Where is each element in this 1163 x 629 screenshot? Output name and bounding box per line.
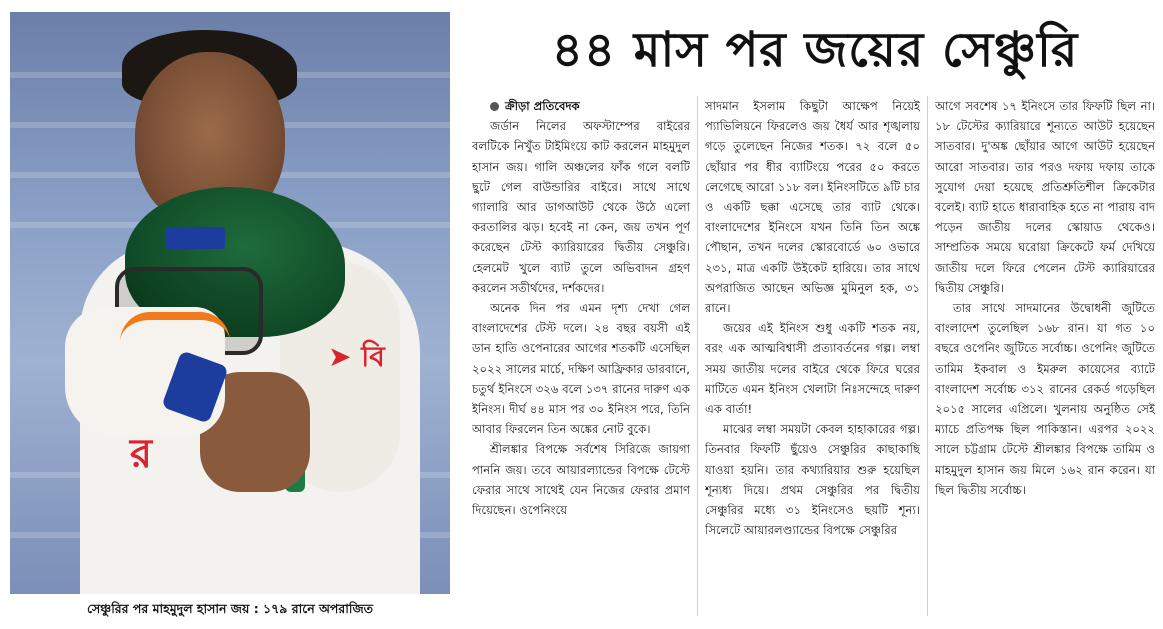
paragraph: আগে সবশেষ ১৭ ইনিংসে তার ফিফটি ছিল না। ১৮ টেস্টের ক্যারিয়ারে শূন্যতে আউট হয়েছেন সাতবার। দু'অঙ্ক ছোঁয়ার আগে আউট হয়েছেন আরো সাতবার। তার পরও দফায় দফায় তাকে সুযোগ দেয়া হয়েছে প্রতিশ্রুতিশীল ক্রিকেটার বলেই। ব্যাট হাতে ধারাবাহিক হতে না পারায় বাদ পড়েন জাতীয় দলের স্কোয়াড থেকেও। সাম্প্রতিক সময়ে ঘরোয়া ক্রিকেটে ফর্ম দেখিয়ে জাতীয় দলে ফিরে পেলেন টেস্ট ক্যারিয়ারের দ্বিতীয় সেঞ্চুরি। bbox=[935, 99, 1155, 295]
paragraph: জয়ের এই ইনিংস শুধু একটি শতক নয়, বরং এক আত্মবিশ্বাসী প্রত্যাবর্তনের গল্প। লম্বা সময় জাতীয় দলের বাইরে থেকে ফিরে ঘরের মাটিতে এমন ইনিংস খেলাটা নিঃসন্দেহে দারুণ এক বার্তা! bbox=[705, 321, 920, 417]
jersey-logo-text: ➤ বি bbox=[328, 340, 385, 373]
paragraph: জর্ডান নিলের অফস্টাম্পের বাইরের বলটিকে নিখুঁত টাইমিংয়ে কাট করলেন মাহমুদুল হাসান জয়। গালি অঞ্চলের ফাঁক গলে বলটি ছুটে গেল বাউন্ডারির বাইরে। সাথে সাথে গ্যালারি আর ডাগআউট থেকে উঠে এলো করতালির ঝড়। হবেই না কেন, জয় তখন পূর্ণ করেছেন টেস্ট ক্যারিয়ারের দ্বিতীয় সেঞ্চুরি। হেলমেট খুলে ব্যাট তুলে অভিবাদন গ্রহণ করলেন সতীর্থদের, দর্শকদের। bbox=[472, 119, 690, 295]
paragraph: শ্রীলঙ্কার বিপক্ষে সর্বশেষ সিরিজে জায়গা পাননি জয়। তবে আয়ারল্যান্ডের বিপক্ষে টেস্টে ফেরার সাথে সাথেই যেন নিজের ফেরার প্রমাণ দিয়েছেন। ওপেনিংয়ে bbox=[472, 442, 690, 518]
byline: ক্রীড়া প্রতিবেদক bbox=[472, 96, 690, 116]
column-divider bbox=[697, 96, 698, 616]
paragraph: অনেক দিন পর এমন দৃশ্য দেখা গেল বাংলাদেশের টেস্ট দলে। ২৪ বছর বয়সী এই ডান হাতি ওপেনারের আগের শতকটি এসেছিল ২০২২ সালের মার্চে, দক্ষিণ আফ্রিকার ডারবানে, চতুর্থ ইনিংসে ৩২৬ বলে ১৩৭ রানের দারুণ এক ইনিংস। দীর্ঘ ৪৪ মাস পর ৩০ ইনিংস পরে, তিনি আবার ফিরলেন তিন অঙ্কের নোট বুকে। bbox=[472, 301, 690, 437]
paragraph: মাঝের লম্বা সময়টা কেবল হাহাকারের গল্প। তিনবার ফিফটি ছুঁয়েও সেঞ্চুরির কাছাকাছি যাওয়া হয়নি। তার কথ্যারিয়ার শুরু হয়েছিল শূন্যধ্য দিয়ে। প্রথম সেঞ্চুরির পর দ্বিতীয় সেঞ্চুরির মধ্যে ৩১ ইনিংসেও ছয়টি শূন্য। সিলেটে আয়ারলণ্ড্যান্ডের বিপক্ষে সেঞ্চুরির bbox=[705, 422, 920, 538]
article-column-3 bbox=[935, 96, 1155, 616]
paragraph: তার সাথে সাদমানের উদ্বোধনী জুটিতে বাংলাদেশ তুলেছিল ১৬৮ রান। যা গত ১০ বছরে ওপেনিং জুটিতে সর্বোচ্চ। ওপেনিং জুটিতে তামিম ইকবাল ও ইমরুল কায়েসের ব্যাটে বাংলাদেশ সর্বোচ্চ ৩১২ রানের রেকর্ড গড়েছিল ২০১৫ সালের এপ্রিলে। খুলনায় অনুষ্ঠিত সেই ম্যাচে প্রতিপক্ষ ছিল পাকিস্তান। এরপর ২০২২ সালে চট্টগ্রাম টেস্টে শ্রীলঙ্কার বিপক্ষে তামিম ও মাহমুদুল হাসান জয় মিলে ১৬২ রান করেন। যা ছিল দ্বিতীয় সর্বোচ্চ। bbox=[935, 301, 1155, 497]
cricketer-photo bbox=[10, 12, 450, 594]
article-column-1 bbox=[472, 96, 690, 616]
jersey-logo-text-2: র bbox=[130, 431, 153, 477]
column-divider bbox=[927, 96, 928, 616]
headline: ৪৪ মাস পর জয়ের সেঞ্চুরি bbox=[551, 22, 1079, 78]
article-column-2 bbox=[705, 96, 920, 616]
paragraph: সাদমান ইসলাম কিছুটা আক্ষেপ নিয়েই প্যাভিলিয়নে ফিরলেও জয় ধৈর্য আর শৃঙ্খলায় গড়ে তুলেছেন নিজের শতক। ৭২ বলে ৫০ ছোঁয়ার পর ধীর ব্যাটিংয়ে পরের ৫০ করতে লেগেছে আরো ১১৮ বল। ইনিংসটিতে ৯টি চার ও একটি ছক্কা এসেছে তার ব্যাট থেকে। বাংলাদেশের ইনিংসে যখন তিনি তিন অঙ্কে পৌছান, তখন দলের স্কোরবোর্ডে ৬০ ওভারে ২৩১, মাত্র একটি উইকেট হারিয়ে। তার সাথে অপরাজিত আছেন অভিজ্ঞ মুমিনুল হক, ৩১ রানে। bbox=[705, 99, 920, 316]
bullet-icon bbox=[490, 102, 499, 111]
helmet-sponsor-strip bbox=[165, 227, 225, 249]
photo-caption: সেঞ্চুরির পর মাহমুদুল হাসান জয় : ১৭৯ রানে অপরাজিত bbox=[86, 601, 374, 616]
